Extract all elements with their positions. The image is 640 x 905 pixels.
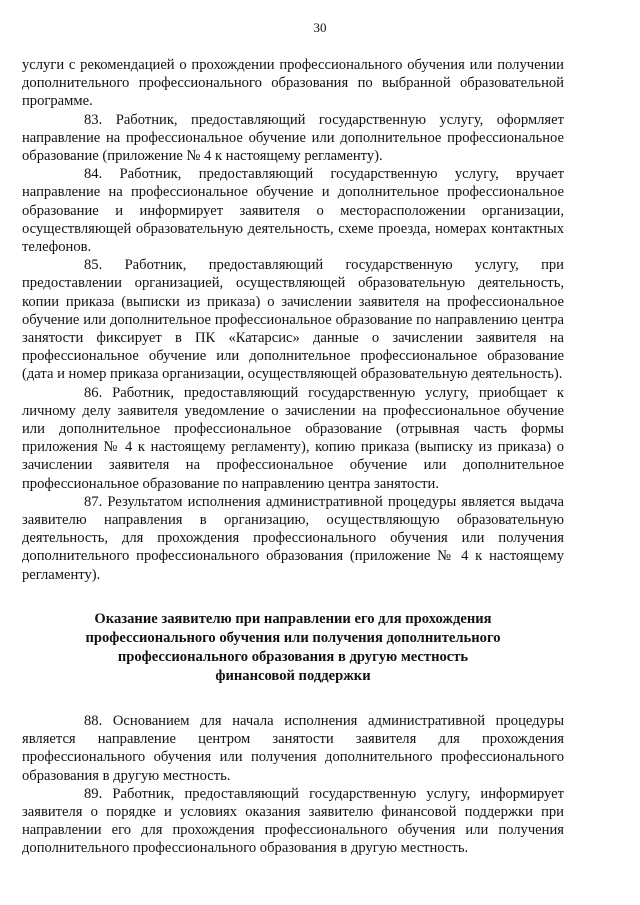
section-heading-line: Оказание заявителю при направлении его для прохождения [94,610,492,627]
document-body [22,56,564,858]
paragraph-86: 86. Работник, предоставляющий государственную услугу, приобщает к личному делу заявителя уведомление о зачислении на профессиональное обучение или дополнительное профессиональное образование (отрывная часть формы приложения № 4 к настоящему регламенту), копию приказа (выписку из приказа) о зачислении заявителя на профессиональное обучение или дополнительное профессиональное образование по направлению центра занятости. [22,384,564,492]
section-heading-line: финансовой поддержки [215,667,371,684]
paragraph-89: 89. Работник, предоставляющий государственную услугу, информирует заявителя о порядке и условиях оказания заявителю финансовой поддержки при направлении его для прохождения профессионального обучения или получения дополнительного профессионального образования в другую местность. [22,785,564,857]
section-spacer [22,686,564,712]
paragraph-continuation: услуги с рекомендацией о прохождении профессионального обучения или получении дополнительного профессионального образования по выбранной образовательной программе. [22,57,564,110]
paragraph-84: 84. Работник, предоставляющий государственную услугу, вручает направление на профессиональное обучение и дополнительное профессиональное образование и информирует заявителя о месторасположении организации, осуществляющей образовательную деятельность, схеме проезда, номерах контактных телефонов. [22,166,564,256]
paragraph-85: 85. Работник, предоставляющий государственную услугу, при предоставлении организацией, осуществляющей образовательную деятельность, копии приказа (выписки из приказа) о зачислении заявителя на профессиональное обучение или дополнительное профессиональное образование по направлению центра занятости фиксирует в ПК «Катарсис» данные о зачислении заявителя на профессиональное обучение или дополнительное профессиональное образование (дата и номер приказа организации, осуществляющей образовательную деятельность). [22,257,564,383]
section-heading-line: профессионального обучения или получения дополнительного [85,629,501,646]
page-number: 30 [313,20,327,35]
section-heading [22,610,564,686]
paragraph-87: 87. Результатом исполнения административной процедуры является выдача заявителю направления в организацию, осуществляющую образовательную деятельность, для прохождения профессионального обучения или получения дополнительного профессионального образования (приложение № 4 к настоящему регламенту). [22,493,564,583]
paragraph-83: 83. Работник, предоставляющий государственную услугу, оформляет направление на профессиональное обучение или дополнительное профессиональное образование (приложение № 4 к настоящему регламенту). [22,111,564,165]
section-heading-line: профессионального образования в другую местность [117,648,469,665]
paragraph-88: 88. Основанием для начала исполнения административной процедуры является направление центром занятости заявителя для прохождения профессионального обучения или получения дополнительного профессионального образования в другую местность. [22,712,564,784]
